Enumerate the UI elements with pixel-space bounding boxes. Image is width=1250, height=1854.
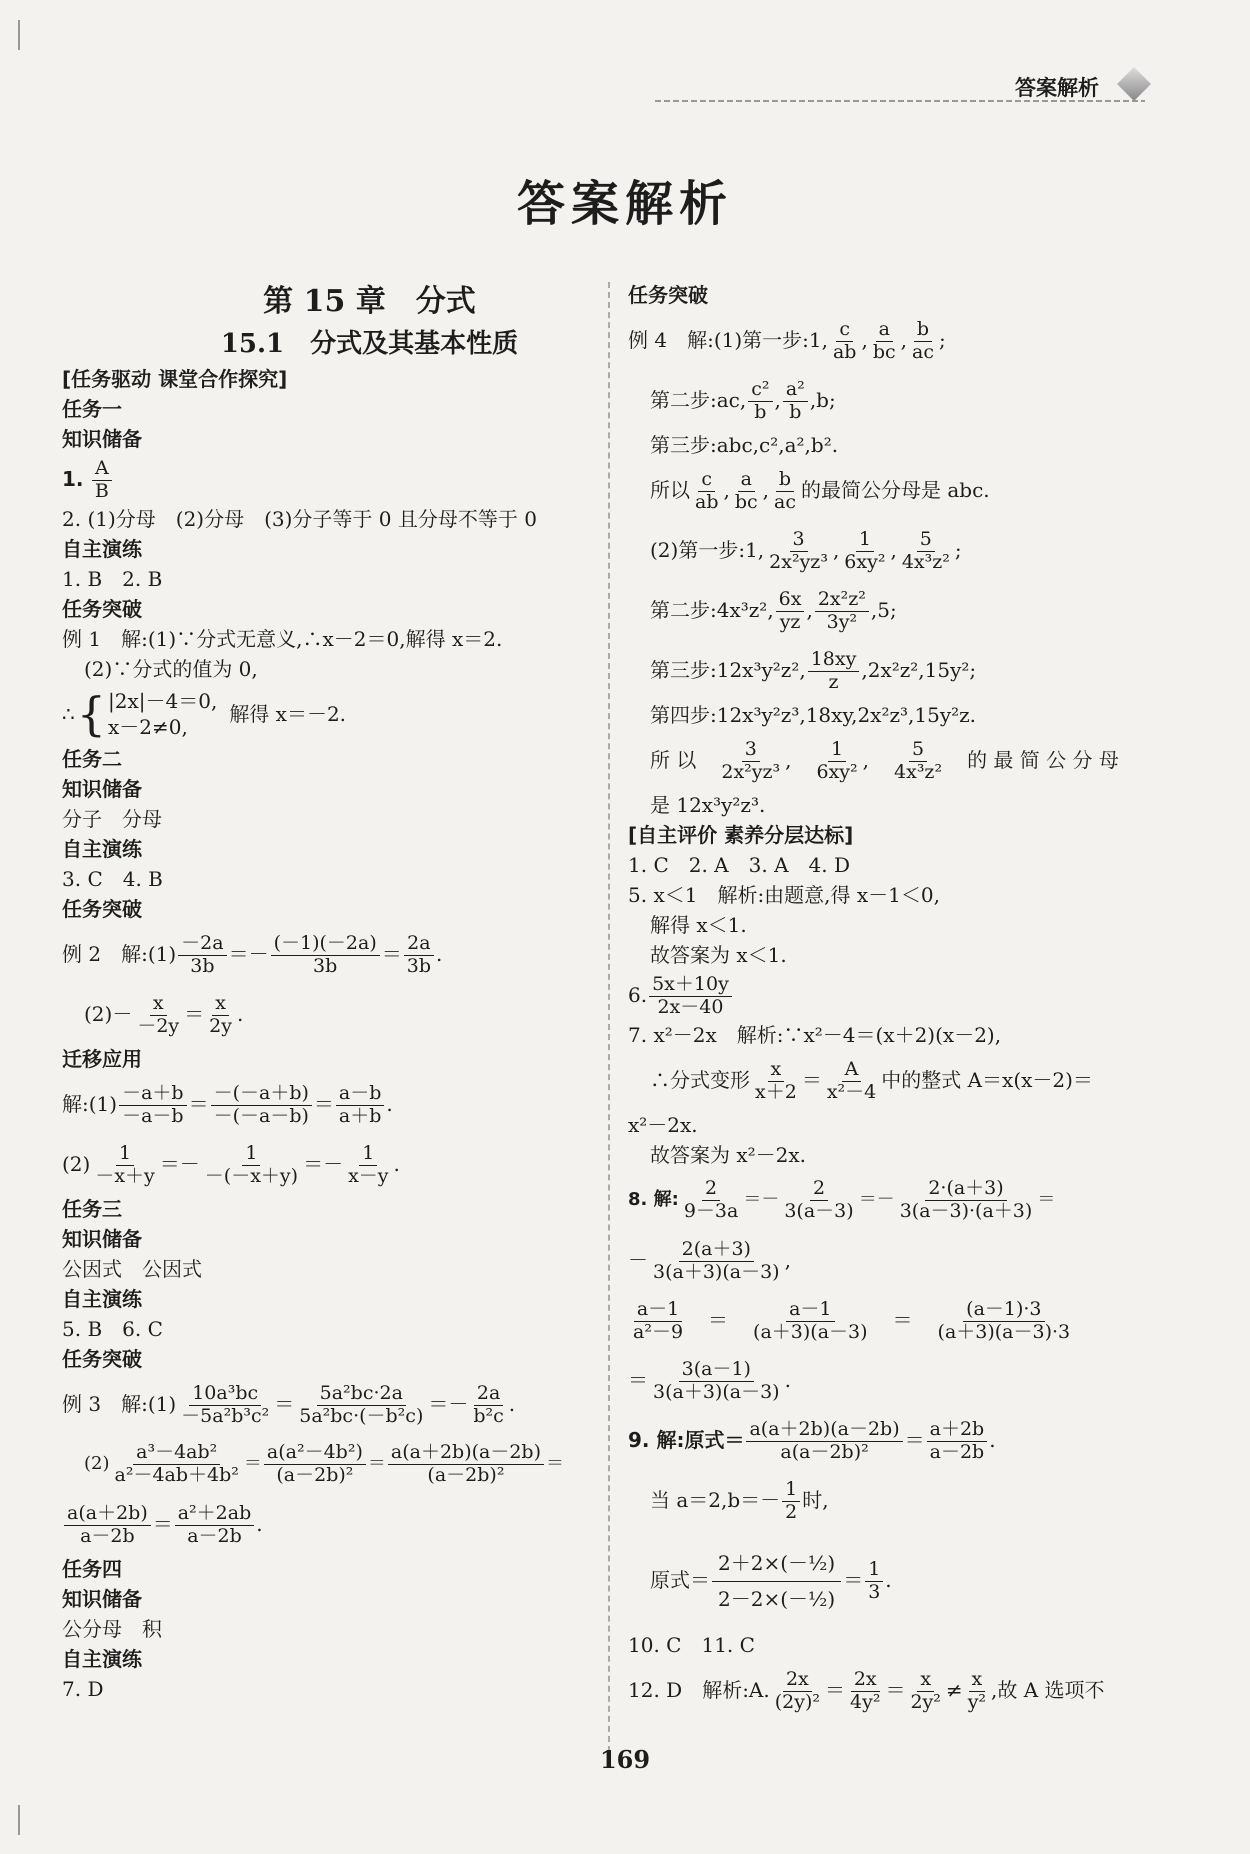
chapter-title: 第 15 章 分式	[263, 284, 476, 319]
answer-8c: $\frac{a-1}{\text{a²－9}}$ ＝ $\frac{a-1}{(a+3)(a-3)}$ ＝ $\frac{(a-1)\cdot 3}{(a+3)(a-3)\cdot 3}$	[633, 1298, 1071, 1343]
header-label: 答案解析	[1015, 76, 1099, 100]
column-divider	[608, 282, 610, 1762]
section-title: 15.1 分式及其基本性质	[220, 329, 519, 359]
example-2: 例 2 解:(1) $\frac{-2a}{3b}$ ＝－ $\frac{(-1)(-2a)}{3b}$ ＝ $\frac{2a}{3b}$ .	[62, 932, 443, 977]
example-4-conclusion: 所以 $\frac{c}{ab}$ , $\frac{a}{bc}$ , $\frac{b}{ac}$ 的最简公分母是 abc.	[650, 468, 990, 513]
example-3-part2-cont: $\frac{a(a+2b)}{a-2b}$ ＝ $\frac{\text{a²＋2ab}}{a-2b}$ .	[62, 1494, 597, 1554]
answers: 7. D	[62, 1677, 104, 1701]
answer-5c: 故答案为 x＜1.	[650, 943, 787, 967]
page-number: 169	[599, 1745, 651, 1774]
example-4-step2: 第二步:ac, $\frac{\text{c²}}{b}$ , $\frac{\text{a²}}{b}$ ,b;	[650, 378, 836, 423]
example-4-step3: 第三步:abc,c²,a²,b².	[650, 433, 839, 457]
fraction: $\frac{A}{B}$	[92, 458, 112, 503]
answers: 1. C 2. A 3. A 4. D	[628, 853, 850, 877]
subheading: 任务突破	[62, 597, 142, 621]
answer-12: 12. D 解析:A. $\frac{2x}{\text{(2y)²}}$ ＝ $\frac{2x}{\text{4y²}}$ ＝ $\frac{x}{\text{2y²}}$ ≠ $\frac{x}{\text{y²}}$ ,故 A 选项不	[628, 1668, 1105, 1713]
example-4-part2-step3: 第三步:12x³y²z², $\frac{18xy}{z}$ ,2x²z²,15y²;	[650, 648, 977, 693]
answer-8b: － $\frac{2(a+3)}{3(a+3)(a-3)}$ ,	[628, 1238, 791, 1283]
crop-mark	[18, 20, 20, 50]
answers: 3. C 4. B	[62, 867, 163, 891]
subheading: 知识储备	[62, 1587, 142, 1611]
example-4-part2-step2: 第二步:4x³z², $\frac{6x}{yz}$ , $\frac{\text{2x²z²}}{\text{3y²}}$ ,5;	[650, 588, 897, 633]
example-3: 例 3 解:(1) $\frac{\text{10a³bc}}{\text{－5a²b³c²}}$ ＝ $\frac{\text{5a²bc·2a}}{\text{5a²bc·(－b²c)}}$ ＝－ $\frac{2a}{\text{b²c}}$ .	[62, 1382, 516, 1427]
answer-text: 公因式 公因式	[62, 1257, 202, 1281]
left-column	[62, 280, 597, 1704]
answer-5b: 解得 x＜1.	[650, 913, 747, 937]
transfer-1: 解:(1) $\frac{-a+b}{-a-b}$ ＝ $\frac{-(-a+b)}{-(-a-b)}$ ＝ $\frac{a-b}{a+b}$ .	[62, 1082, 393, 1127]
transfer-2: (2) $\frac{1}{-x+y}$ ＝－ $\frac{1}{-(-x+y)}$ ＝－ $\frac{1}{x-y}$ .	[62, 1142, 400, 1187]
example-4-part2-step1: (2)第一步:1, $\frac{3}{\text{2x²yz³}}$ , $\frac{1}{\text{6xy²}}$ , $\frac{5}{\text{4x³z²}}$ ;	[650, 528, 962, 573]
answer-7d: 故答案为 x²－2x.	[650, 1143, 807, 1167]
task-heading: 任务一	[62, 397, 122, 421]
subheading: 任务突破	[628, 283, 708, 307]
example-3-part2: (2) $\frac{\text{a³－4ab²}}{\text{a²－4ab＋4b²}}$ ＝ $\frac{\text{a(a²－4b²)}}{\text{(a－2b)²}}$ ＝ $\frac{a(a+2b)(a-2b)}{\text{(a－2b)²}}$ ＝	[84, 1440, 565, 1486]
example-4-step1: 例 4 解:(1)第一步:1, $\frac{c}{ab}$ , $\frac{a}{bc}$ , $\frac{b}{ac}$ ;	[628, 318, 946, 363]
subheading: 知识储备	[62, 1227, 142, 1251]
subheading: 知识储备	[62, 777, 142, 801]
subheading: 任务突破	[62, 1347, 142, 1371]
answer-9b: 当 a＝2,b＝－ $\frac{1}{2}$ 时,	[650, 1478, 829, 1523]
subheading: 知识储备	[62, 427, 142, 451]
answers: 1. B 2. B	[62, 567, 163, 591]
example-2-part2: (2)－ $\frac{x}{-2y}$ ＝ $\frac{x}{2y}$ .	[84, 992, 244, 1037]
task-heading: 任务三	[62, 1197, 122, 1221]
right-column	[628, 280, 1168, 1720]
example-4-part2-lcd: 是 12x³y²z³.	[650, 793, 766, 817]
subheading: 自主演练	[62, 837, 142, 861]
example-1-system: ∴ { |2x|－4＝0, x－2≠0, 解得 x＝－2.	[62, 687, 347, 741]
answer-7c: x²－2x.	[628, 1113, 698, 1137]
answer-8d: ＝ $\frac{3(a-1)}{3(a+3)(a-3)}$ .	[628, 1358, 791, 1403]
answer-7: 7. x²－2x 解析:∵x²－4＝(x＋2)(x－2),	[628, 1023, 1002, 1047]
subheading: 迁移应用	[62, 1047, 142, 1071]
example-1-part2: (2)∵分式的值为 0,	[84, 657, 258, 681]
answer-9c: 原式＝ $\frac{\text{2＋2×(－½)}}{\text{2－2×(－½)}}$ ＝ $\frac{1}{3}$ .	[628, 1530, 1168, 1630]
example-4-part2-step4: 第四步:12x³y²z³,18xy,2x²z³,15y²z.	[650, 703, 977, 727]
crop-mark	[18, 1805, 20, 1835]
answer-9: 9. 解:原式＝ $\frac{a(a+2b)(a-2b)}{\text{a(a－2b)²}}$ ＝ $\frac{a+2b}{a-2b}$ .	[628, 1418, 996, 1463]
answer-text: 公分母 积	[62, 1617, 162, 1641]
task-heading: 任务四	[62, 1557, 122, 1581]
subheading: 自主演练	[62, 1287, 142, 1311]
diamond-icon	[1117, 67, 1151, 101]
answers: 10. C 11. C	[628, 1633, 755, 1657]
answer-8: 8. 解: $\frac{2}{9-3a}$ ＝－ $\frac{2}{3(a-3)}$ ＝－ $\frac{2\cdot(a+3)}{3(a-3)\cdot(a+3)}$ ＝	[628, 1176, 1056, 1222]
section-heading: [任务驱动 课堂合作探究]	[62, 367, 288, 391]
answer-5: 5. x＜1 解析:由题意,得 x－1＜0,	[628, 883, 940, 907]
section-heading: [自主评价 素养分层达标]	[628, 823, 854, 847]
task-heading: 任务二	[62, 747, 122, 771]
answer-7b: ∴分式变形 $\frac{x}{x+2}$ ＝ $\frac{A}{\text{x²－4}}$ 中的整式 A＝x(x－2)＝	[650, 1058, 1093, 1103]
subheading: 任务突破	[62, 897, 142, 921]
subheading: 自主演练	[62, 1647, 142, 1671]
answers: 5. B 6. C	[62, 1317, 163, 1341]
answer-2: 2. (1)分母 (2)分母 (3)分子等于 0 且分母不等于 0	[62, 507, 537, 531]
subheading: 自主演练	[62, 537, 142, 561]
answer-6: 6. $\frac{5x+10y}{2x-40}$	[628, 970, 1168, 1020]
example-4-part2-conclusion: 所 以 $\frac{3}{\text{2x²yz³}}$ , $\frac{1}{\text{6xy²}}$ , $\frac{5}{\text{4x³z²}}$ 的 最 简 公 分 母	[650, 738, 1119, 783]
example-1: 例 1 解:(1)∵分式无意义,∴x－2＝0,解得 x＝2.	[62, 627, 503, 651]
answer-text: 分子 分母	[62, 807, 162, 831]
page-title: 答案解析	[516, 176, 733, 232]
answer-1: 1. $\frac{A}{B}$	[62, 454, 597, 504]
